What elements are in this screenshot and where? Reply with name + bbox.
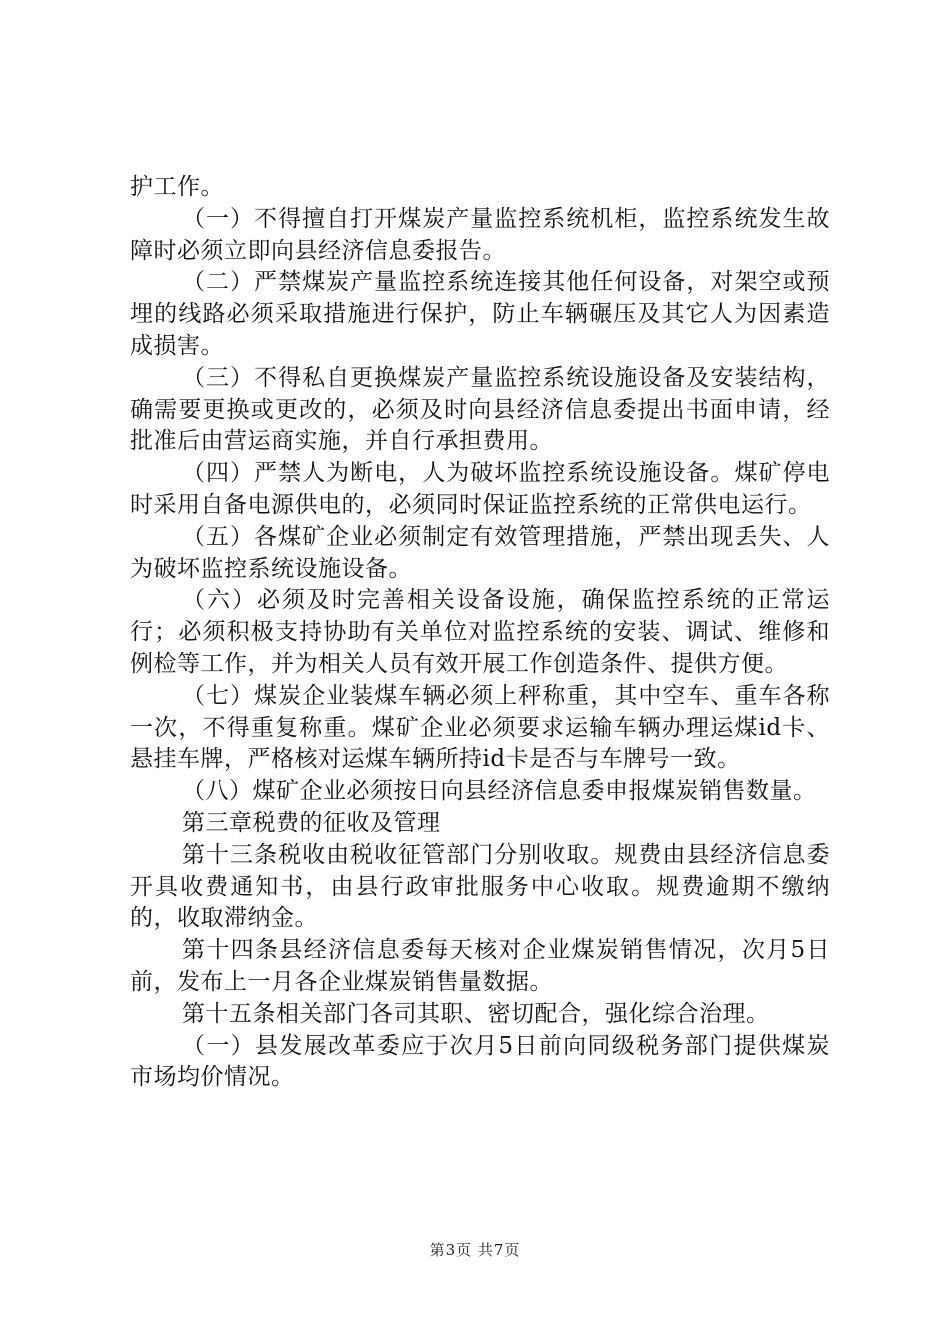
document-body <box>130 172 830 1094</box>
paragraph: （四）严禁人为断电，人为破坏监控系统设施设备。煤矿停电时采用自备电源供电的，必须同时保证监控系统的正常供电运行。 <box>130 460 830 518</box>
paragraph: （一）县发展改革委应于次月5日前向同级税务部门提供煤炭市场均价情况。 <box>130 1032 830 1091</box>
paragraph: 第十四条县经济信息委每天核对企业煤炭销售情况，次月5日前，发布上一月各企业煤炭销售量数据。 <box>130 937 830 995</box>
paragraph: （一）不得擅自打开煤炭产量监控系统机柜，监控系统发生故障时必须立即向县经济信息委报告。 <box>130 205 830 264</box>
paragraph: （八）煤矿企业必须按日向县经济信息委申报煤炭销售数量。 <box>182 778 817 805</box>
paragraph: （五）各煤矿企业必须制定有效管理措施，严禁出现丢失、人为破坏监控系统设施设备。 <box>130 523 830 582</box>
paragraph: 护工作。 <box>130 174 224 200</box>
paragraph: 第十三条税收由税收征管部门分别收取。规费由县经济信息委开具收费通知书，由县行政审批服务中心收取。规费逾期不缴纳的，收取滞纳金。 <box>130 841 830 932</box>
chapter-heading: 第三章税费的征收及管理 <box>182 809 441 836</box>
paragraph: 第十五条相关部门各司其职、密切配合，强化综合治理。 <box>182 1000 770 1027</box>
paragraph: （三）不得私自更换煤炭产量监控系统设施设备及安装结构，确需要更换或更改的，必须及时向县经济信息委提出书面申请，经批准后由营运商实施，并自行承担费用。 <box>130 364 830 455</box>
paragraph: （二）严禁煤炭产量监控系统连接其他任何设备，对架空或预埋的线路必须采取措施进行保护，防止车辆碾压及其它人为因素造成损害。 <box>130 269 830 359</box>
paragraph: （七）煤炭企业装煤车辆必须上秤称重，其中空车、重车各称一次，不得重复称重。煤矿企业必须要求运输车辆办理运煤id卡、悬挂车牌，严格核对运煤车辆所持id卡是否与车牌号一致。 <box>130 682 830 773</box>
paragraph: （六）必须及时完善相关设备设施，确保监控系统的正常运行；必须积极支持协助有关单位对监控系统的安装、调试、维修和例检等工作，并为相关人员有效开展工作创造条件、提供方便。 <box>130 587 830 677</box>
page-number-footer: 第3页 共7页 <box>429 1241 521 1259</box>
